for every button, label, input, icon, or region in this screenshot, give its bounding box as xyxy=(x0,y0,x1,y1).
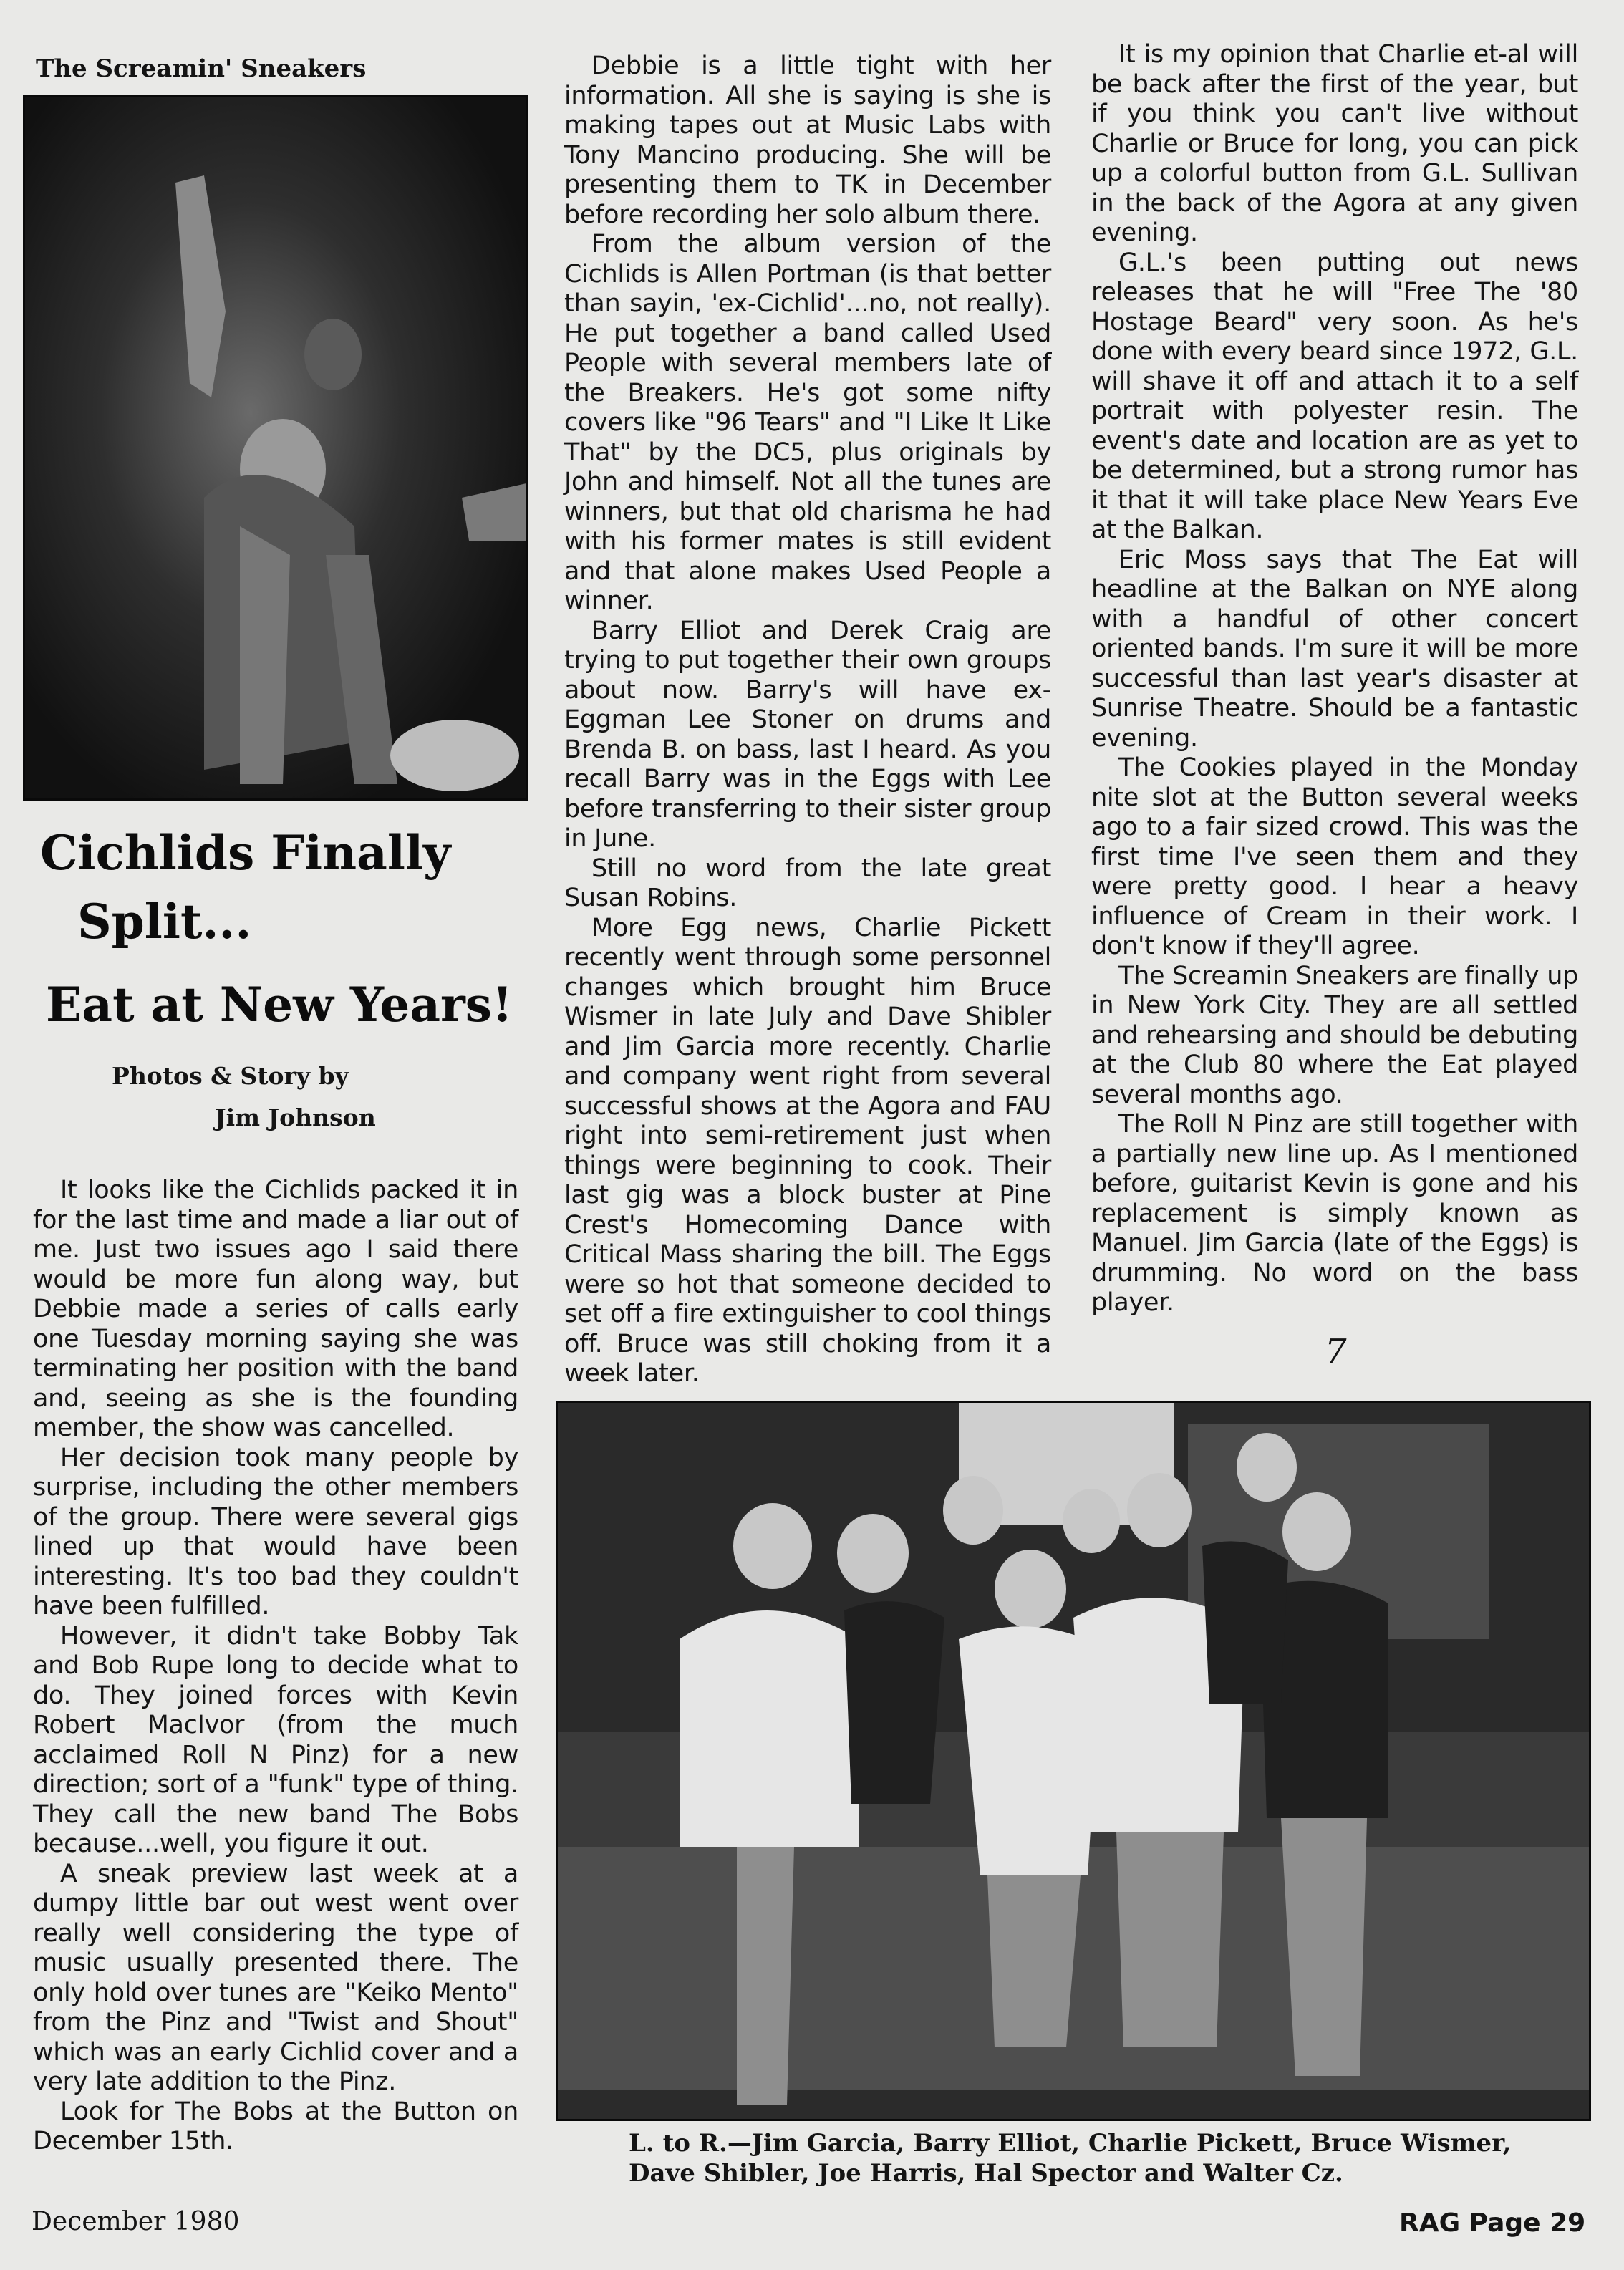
paragraph: A sneak preview last week at a dumpy little bar out west went over really well considering the type of music usually presented there. The only hold over tunes are "Keiko Mento" from the Pinz and "Twist and Shout" which was an early Cichlid cover and a very late addition to the Pinz. xyxy=(33,1859,518,2096)
article-column-3 xyxy=(1091,40,1578,1318)
footer-date: December 1980 xyxy=(32,2207,240,2236)
byline-line-1: Photos & Story by xyxy=(112,1062,349,1090)
paragraph: Eric Moss says that The Eat will headline at the Balkan on NYE along with a handful of other concert oriented bands. I'm sure it will be more successful than last year's disaster at Sunrise Theatre. Should be a fantastic evening. xyxy=(1091,545,1578,753)
headline-line-3: Eat at New Years! xyxy=(46,977,513,1033)
byline-author: Jim Johnson xyxy=(215,1103,376,1131)
paragraph: G.L.'s been putting out news releases that he will "Free The '80 Hostage Beard" very soon. As he's done with every beard since 1972, G.L. will shave it off and attach it to a self portrait with polyester resin. The event's date and location are as yet to be determined, but a strong rumor has it that it will take place New Years Eve at the Balkan. xyxy=(1091,248,1578,544)
end-mark: 7 xyxy=(1325,1332,1347,1372)
photo-caption xyxy=(629,2128,1603,2188)
caption-line-1: L. to R.—Jim Garcia, Barry Elliot, Charlie Pickett, Bruce Wismer, xyxy=(629,2129,1512,2158)
headline-line-2: Split... xyxy=(77,894,252,950)
paragraph: It is my opinion that Charlie et-al will be back after the first of the year, but if you think you can't live without Charlie or Bruce for long, you can pick up a colorful button from G.L. Sullivan in the back of the Agora at any given evening. xyxy=(1091,40,1578,247)
paragraph: It looks like the Cichlids packed it in for the last time and made a liar out of me. Just two issues ago I said there would be more fun along way, but Debbie made a series of calls early one Tuesday morning saying she was terminating her position with the band and, seeing as she is the founding member, the show was cancelled. xyxy=(33,1176,518,1442)
caption-line-2: Dave Shibler, Joe Harris, Hal Spector and Walter Cz. xyxy=(629,2159,1343,2188)
paragraph: The Cookies played in the Monday nite slot at the Button several weeks ago to a fair sized crowd. This was the first time I've seen them and they were pretty good. I hear a heavy influence of Cream in their work. I don't know if they'll agree. xyxy=(1091,753,1578,960)
paragraph: From the album version of the Cichlids is Allen Portman (is that better than sayin, 'ex-Cichlid'...no, not really). He put together a band called Used People with several members late of the Breakers. He's got some nifty covers like "96 Tears" and "I Like It Like That" by the DC5, plus originals by John and himself. Not all the tunes are winners, but that old charisma he had with his former mates is still evident and that alone makes Used People a winner. xyxy=(564,230,1051,615)
paragraph: The Screamin Sneakers are finally up in New York City. They are all settled and rehearsing and should be debuting at the Club 80 where the Eat played several months ago. xyxy=(1091,961,1578,1109)
paragraph: Barry Elliot and Derek Craig are trying to put together their own groups about now. Barry's will have ex-Eggman Lee Stoner on drums and Brenda B. on bass, last I heard. As you recall Barry was in the Eggs with Lee before transferring to their sister group in June. xyxy=(564,616,1051,853)
paragraph: Her decision took many people by surprise, including the other members of the group. There were several gigs lined up that would have been interesting. It's too bad they couldn't have been fulfilled. xyxy=(33,1443,518,1621)
paragraph: However, it didn't take Bobby Tak and Bob Rupe long to decide what to do. They joined forces with Kevin Robert MacIvor (from the much acclaimed Roll N Pinz) for a new direction; sort of a "funk" type of thing. They call the new band The Bobs because...well, you figure it out. xyxy=(33,1621,518,1858)
photo-label: The Screamin' Sneakers xyxy=(36,54,367,83)
band-live-photo xyxy=(23,95,528,801)
footer-page-number: RAG Page 29 xyxy=(1399,2208,1586,2238)
group-photo-image xyxy=(558,1403,1589,2119)
article-column-1 xyxy=(33,1176,518,2157)
band-live-photo-image xyxy=(25,97,526,798)
paragraph: Look for The Bobs at the Button on December 15th. xyxy=(33,2097,518,2155)
group-photo xyxy=(556,1401,1591,2121)
headline-line-1: Cichlids Finally xyxy=(40,825,451,881)
article-column-2 xyxy=(564,52,1051,1389)
paragraph: Debbie is a little tight with her information. All she is saying is she is making tapes out at Music Labs with Tony Mancino producing. She will be presenting them to TK in December before recording her solo album there. xyxy=(564,52,1051,229)
paragraph: More Egg news, Charlie Pickett recently went through some personnel changes which brought him Bruce Wismer in late July and Dave Shibler and Jim Garcia more recently. Charlie and company went right from several successful shows at the Agora and FAU right into semi-retirement just when things were beginning to cook. Their last gig was a block buster at Pine Crest's Homecoming Dance with Critical Mass sharing the bill. The Eggs were so hot that someone decided to set off a fire extinguisher to cool things off. Bruce was still choking from it a week later. xyxy=(564,913,1051,1388)
paragraph: The Roll N Pinz are still together with a partially new line up. As I mentioned before, guitarist Kevin is gone and his replacement is simply known as Manuel. Jim Garcia (late of the Eggs) is drumming. No word on the bass player. xyxy=(1091,1110,1578,1317)
paragraph: Still no word from the late great Susan Robins. xyxy=(564,854,1051,912)
